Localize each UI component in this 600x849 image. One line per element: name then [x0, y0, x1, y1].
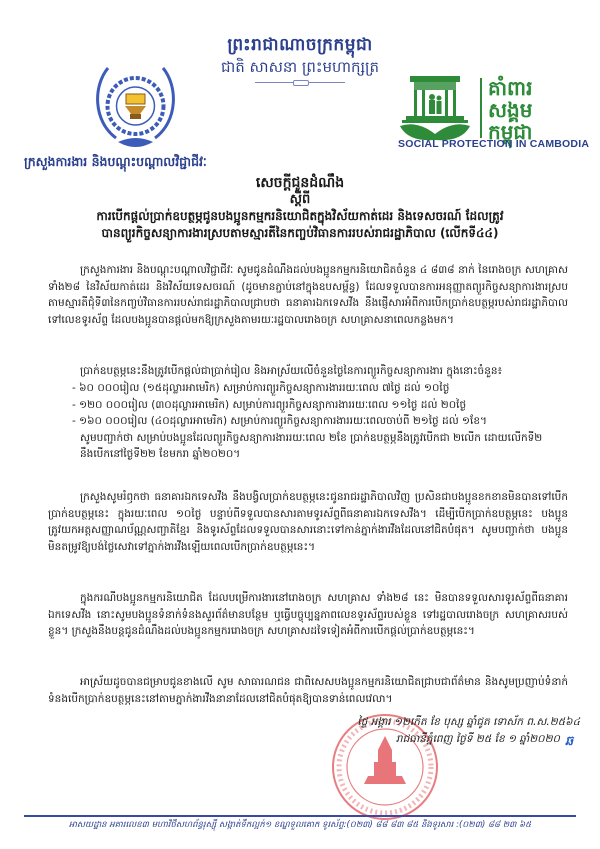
- social-protection-caption: SOCIAL PROTECTION IN CAMBODIA: [398, 138, 590, 150]
- footer-address: អាសយដ្ឋាន អគារលេខ៣ មហាវិថីសហព័ន្ធរុស្ស៊ី សង្កាត់ទឹកល្អក់១ ខណ្ឌទួលគោក ទូរស័ព្ទ:(០២៣) ៨៨ ៨៣ ៨៥ និងទូរសារ :(០២៣) ៨៨ ២៣ ៦៥: [68, 820, 532, 830]
- list-item: - ១៦០ ០០០រៀល (៤០ដុល្លារអាមេរិក) សម្រាប់ការព្យួរកិច្ចសន្យាការងាររយៈពេលចាប់ពី ២១ថ្ងៃ ដល់ ១ខែ។: [72, 415, 487, 427]
- paragraph-5: អាស្រ័យដូចបានជម្រាបជូនខាងលើ សូម សាធារណជន ជាពិសេសបងប្អូនកម្មករនិយោជិតជ្រាបជាព័ត៌មាន និងសូមប្រញាប់ទំនាក់ទំនងបើកប្រាក់ឧបត្ថម្ភនេះនៅតាមភ្នាក់ងារវីងនានាដែលនៅជិតបំផុតឱ្យបានទាន់ពេលវេលា។: [48, 676, 568, 705]
- footer-divider: [24, 815, 576, 817]
- ministry-name: ក្រសួងការងារ និងបណ្តុះបណ្តាលវិជ្ជាជីវៈ: [24, 154, 207, 169]
- lunar-date: ថ្ងៃ អង្គារ ១២កើត ខែ បុស្ស ឆ្នាំជូត ទោស័ក ព.ស.២៥៦៤: [357, 716, 580, 728]
- sp-khmer-line1: គាំពារ: [488, 76, 533, 100]
- kingdom-header: [205, 34, 395, 83]
- ministry-logo-icon: [88, 56, 183, 156]
- sp-khmer-line2: សង្គម: [488, 98, 533, 122]
- paragraph-3: ក្រសួងសូមរំឭកថា ធនាគារឯកទេសវីង នឹងបង្វិលប្រាក់ឧបត្ថម្ភនេះជូនរាជរដ្ឋាភិបាលវិញ ប្រសិនជាបងប្អូនខកខានមិនបានទៅបើកប្រាក់ឧបត្ថម្ភនេះ ក្នុងរយៈពេល ១០ថ្ងៃ បន្ទាប់ពីទទួលបានសារតាមទូរស័ព្ទពីធនាគារឯកទេសវីង។ ដើម្បីបើកប្រាក់ឧបត្ថម្ភនេះ បងប្អូនត្រូវយកអត្តសញ្ញាណប័ណ្ណសញ្ជាតិខ្មែរ និងទូរស័ព្ទដែលទទួលបានសារនោះទៅកាន់ភ្នាក់ងារវីងដែលនៅជិតបំផុត។ សូមបញ្ជាក់ថា បងប្អូនមិនតម្រូវឱ្យបង់ថ្លៃសេវាទៅភ្នាក់ងារវីងឡើយពេលបើកប្រាក់ឧបត្ថម្ភនេះ។: [48, 491, 568, 553]
- signature-initials: ឆ: [565, 734, 574, 749]
- list-item: - ៦០ ០០០រៀល (១៥ដុល្លារអាមេរិក) សម្រាប់ការព្យួរកិច្ចសន្យាការងាររយៈពេល ៧ថ្ងៃ ដល់ ១០ថ្ងៃ: [72, 382, 450, 394]
- list-note: សូមបញ្ជាក់ថា សម្រាប់បងប្អូនដែលព្យួរកិច្ចសន្យាការងាររយៈពេល ២ខែ ប្រាក់ឧបត្ថម្ភនឹងត្រូវបើកជា ២លើក ដោយលើកទី២ នឹងបើកនៅថ្ងៃទី២២ ខែមករា ឆ្នាំ២០២០។: [80, 431, 543, 460]
- paragraph-2-intro: ប្រាក់ឧបត្ថម្ភនេះនឹងត្រូវបើកផ្តល់ជាប្រាក់រៀល និងអាស្រ័យលើចំនួនថ្ងៃនៃការព្យួរកិច្ចសន្យាការងារ ក្នុងនោះចំនួន៖: [80, 365, 503, 377]
- title-line-2: ស្តីពី: [289, 192, 311, 207]
- title-line-1: សេចក្តីជូនដំណឹង: [255, 175, 345, 191]
- kingdom-line: ព្រះរាជាណាចក្រកម្ពុជា: [227, 35, 373, 55]
- sp-khmer-line3: កម្ពុជា: [488, 120, 533, 144]
- list-item: - ១២០ ០០០រៀល (៣០ដុល្លារអាមេរិក) សម្រាប់ការព្យួរកិច្ចសន្យាការងាររយៈពេល ១១ថ្ងៃ ដល់ ២០ថ្ងៃ: [72, 398, 467, 411]
- ornamental-divider: [255, 82, 345, 83]
- announcement-title: [30, 174, 570, 242]
- solar-date: រាជធានីភ្នំពេញ ថ្ងៃទី ២៥ ខែ ១ ឆ្នាំ២០២០: [395, 733, 560, 745]
- title-line-3: ការបើកផ្តល់ប្រាក់ឧបត្ថម្ភជូនបងប្អូនកម្មករនិយោជិតក្នុងវិស័យកាត់ដេរ និងទេសចរណ៍ ដែលត្រូវ: [96, 209, 504, 223]
- paragraph-1: ក្រសួងការងារ និងបណ្តុះបណ្តាលវិជ្ជាជីវៈ សូមជូនដំណឹងដល់បងប្អូនកម្មករនិយោជិតចំនួន ៤ ៨៣៨ នាក់ នៃរោងចក្រ សហគ្រាស ទាំង២៨ នៃវិស័យកាត់ដេរ និងវិស័យទេសចរណ៍ (ដូចមានភ្ជាប់នៅក្នុងឧបសម្ព័ន្ធ) ដែលទទួលបានការអនុញ្ញាតព្យួរកិច្ចសន្យាការងារស្របតាមស្មារតីជុំទី៣នៃកញ្ចប់វិធានការរបស់រាជរដ្ឋាភិបាលជ្រាបថា ធនាគារឯកទេសវីង នឹងផ្ញើសារអំពីការបើកប្រាក់ឧបត្ថម្ភរបស់រាជរដ្ឋាភិបាលទៅលេខទូរស័ព្ទ ដែលបងប្អូនបានផ្តល់មកឱ្យក្រសួងតាមរយៈរដ្ឋបាលរោងចក្រ សហគ្រាសនាពេលកន្លងមក។: [48, 264, 568, 326]
- paragraph-4: ក្នុងករណីបងប្អូនកម្មករនិយោជិត ដែលបម្រើការងារនៅរោងចក្រ សហគ្រាស ទាំង២៨ នេះ មិនបានទទួលសារទូរស័ព្ទពីធនាគារឯកទេសវីង នោះសូមបងប្អូនទំនាក់ទំនងសួរព័ត៌មានបន្ថែម ឬធ្វើបច្ចុប្បន្នភាពលេខទូរស័ព្ទរបស់ខ្លួន ទៅរដ្ឋបាលរោងចក្រ សហគ្រាសរបស់ខ្លួន។ ក្រសួងនឹងបន្តជូនដំណឹងដល់បងប្អូនកម្មកររោងចក្រ សហគ្រាសដទៃទៀតអំពីការបើកផ្តល់ប្រាក់ឧបត្ថម្ភនេះ។: [48, 592, 568, 637]
- motto-line: ជាតិ សាសនា ព្រះមហាក្សត្រ: [220, 58, 380, 76]
- payment-tiers-list: [72, 380, 568, 463]
- title-line-4: បានព្យួរកិច្ចសន្យាការងារស្របតាមស្មារតីនៃកញ្ចប់វិធានការរបស់រាជរដ្ឋាភិបាល (លើកទី៤៤): [101, 226, 499, 240]
